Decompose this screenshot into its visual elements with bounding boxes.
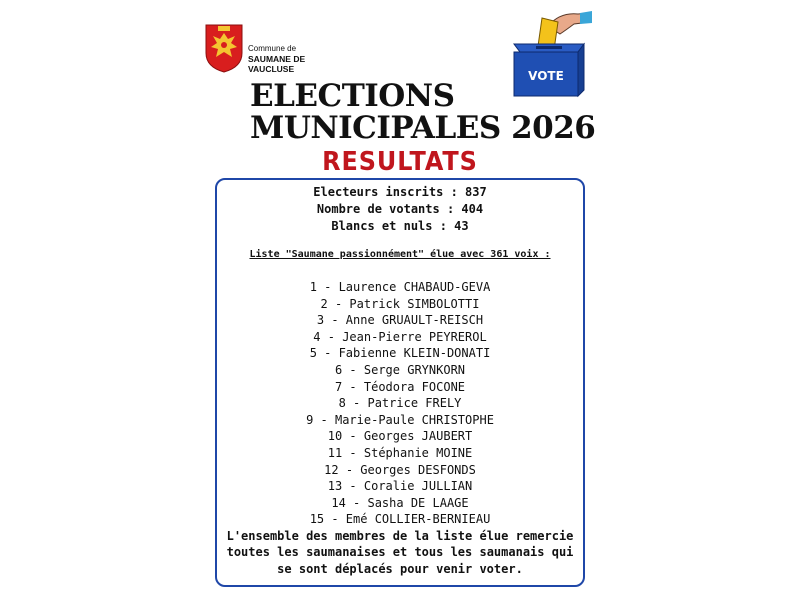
list-item: 7 - Téodora FOCONE <box>334 379 466 394</box>
commune-logo <box>204 23 334 75</box>
commune-town: SAUMANE DE VAUCLUSE <box>248 54 306 74</box>
list-item: 12 - Georges DESFONDS <box>324 462 476 477</box>
title-line-2: MUNICIPALES 2026 <box>250 110 596 146</box>
elected-list-title: Liste "Saumane passionnément" élue avec 361 voix : <box>249 249 551 260</box>
list-item: 11 - Stéphanie MOINE <box>327 445 473 460</box>
list-item: 13 - Coralie JULLIAN <box>327 479 473 494</box>
elected-members-list <box>217 279 583 528</box>
thank-you-message: L'ensemble des membres de la liste élue remercie toutes les saumanaises et tous les saumanais qui se sont déplacés pour venir voter. <box>226 528 574 576</box>
voter-count: Nombre de votants : 404 <box>316 202 484 216</box>
results-heading: RESULTATS <box>322 147 478 177</box>
blank-null-count: Blancs et nuls : 43 <box>331 219 469 233</box>
list-item: 14 - Sasha DE LAAGE <box>331 495 469 510</box>
list-item: 2 - Patrick SIMBOLOTTI <box>320 296 480 311</box>
list-item: 9 - Marie-Paule CHRISTOPHE <box>306 412 494 427</box>
list-item: 1 - Laurence CHABAUD-GEVA <box>309 280 491 294</box>
list-item: 3 - Anne GRUAULT-REISCH <box>316 313 484 328</box>
list-item: 5 - Fabienne KLEIN-DONATI <box>309 346 491 361</box>
results-panel <box>215 178 585 587</box>
list-item: 6 - Serge GRYNKORN <box>334 362 466 377</box>
page-title <box>250 80 595 144</box>
ballot-label: VOTE <box>528 69 564 83</box>
title-line-1: ELECTIONS <box>250 78 455 114</box>
list-item: 8 - Patrice FRELY <box>338 396 462 411</box>
commune-name <box>248 44 334 74</box>
list-item: 10 - Georges JAUBERT <box>327 429 473 444</box>
registered-voters: Electeurs inscrits : 837 <box>313 185 487 199</box>
list-item: 15 - Emé COLLIER-BERNIEAU <box>309 512 491 527</box>
coat-of-arms-icon <box>204 23 244 73</box>
list-item: 4 - Jean-Pierre PEYREROL <box>313 329 487 344</box>
commune-label: Commune de <box>248 44 297 53</box>
